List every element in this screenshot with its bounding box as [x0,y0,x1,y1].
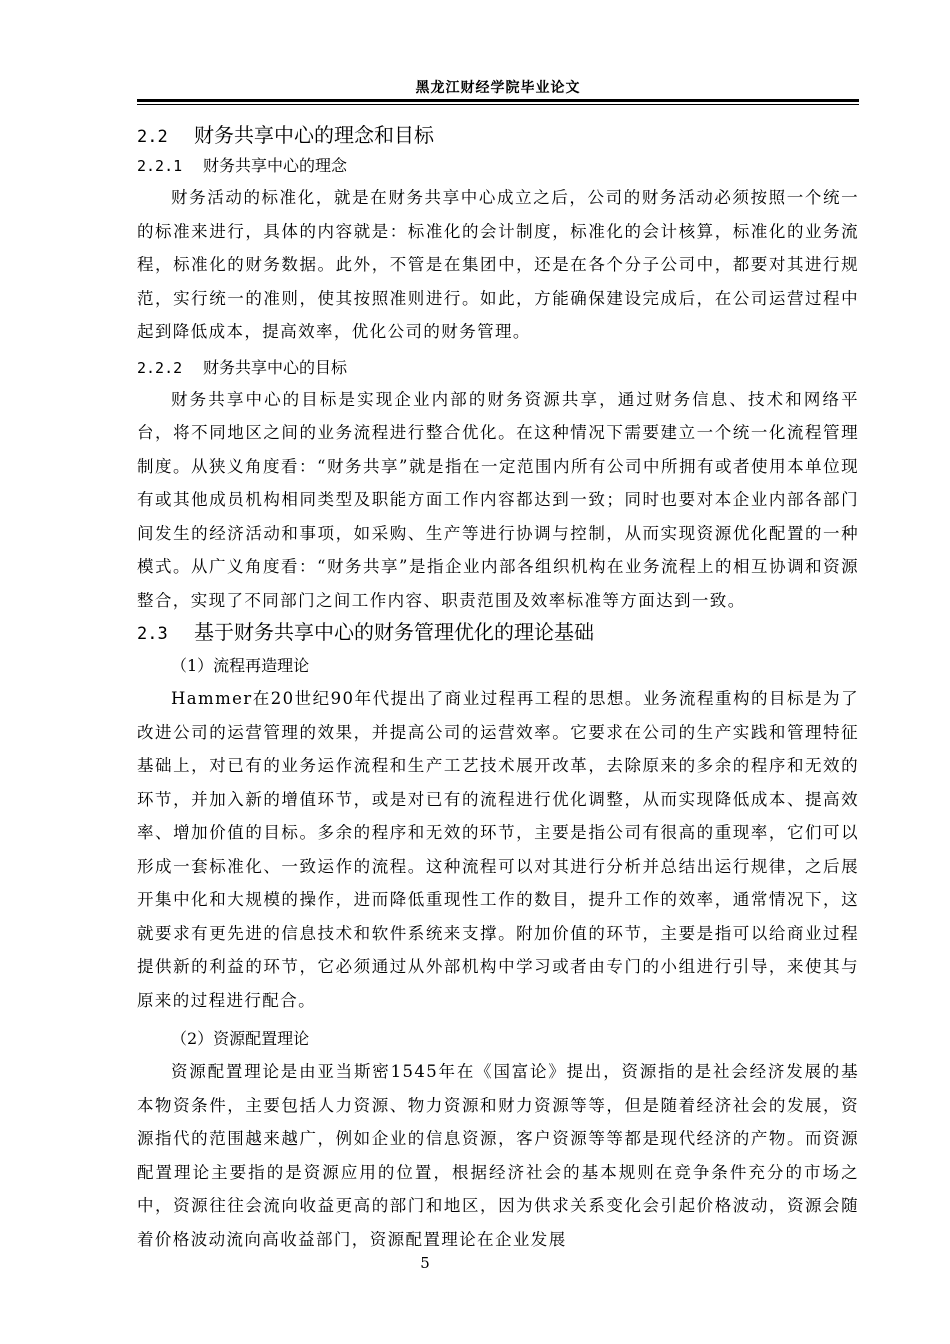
paragraph-2-2-1: 财务活动的标准化，就是在财务共享中心成立之后，公司的财务活动必须按照一个统一的标准来进行，具体的内容就是：标准化的会计制度，标准化的会计核算，标准化的业务流程，标准化的财务数据。此外，不管是在集团中，还是在各个分子公司中，都要对其进行规范，实行统一的准则，使其按照准则进行。如此，方能确保建设完成后，在公司运营过程中起到降低成本，提高效率，优化公司的财务管理。 [137,188,859,341]
section-heading-2-3 [137,617,859,647]
header-rule-thick [137,99,859,102]
subsection-number: 2.2.2 [137,358,183,377]
list-item-label-resource-allocation: （2）资源配置理论 [171,1029,310,1048]
list-item-label-process-reengineering: （1）流程再造理论 [171,656,310,675]
paragraph-2-2-2: 财务共享中心的目标是实现企业内部的财务资源共享，通过财务信息、技术和网络平台，将不同地区之间的业务流程进行整合优化。在这种情况下需要建立一个统一化流程管理制度。从狭义角度看：“财务共享”就是指在一定范围内所有公司中所拥有或者使用本单位现有或其他成员机构相同类型及职能方面工作内容都达到一致；同时也要对本企业内部各部门间发生的经济活动和事项，如采购、生产等进行协调与控制，从而实现资源优化配置的一种模式。从广义角度看：“财务共享”是指企业内部各组织机构在业务流程上的相互协调和资源整合，实现了不同部门之间工作内容、职责范围及效率标准等方面达到一致。 [137,389,859,610]
subsection-heading-2-2-1 [137,153,859,179]
page-body [137,120,859,1256]
running-header-title: 黑龙江财经学院毕业论文 [415,80,581,96]
section-heading-2-2 [137,120,859,150]
subsection-number: 2.2.1 [137,157,183,175]
subsection-title: 财务共享中心的目标 [203,357,348,377]
header-rule-thin [137,104,859,105]
section-title: 财务共享中心的理念和目标 [194,123,434,147]
section-number: 2.2 [137,127,168,147]
subsection-heading-2-2-2 [137,355,859,381]
section-number: 2.3 [137,624,168,644]
page-number: 5 [420,1254,430,1272]
section-title: 基于财务共享中心的财务管理优化的理论基础 [194,620,594,644]
subsection-title: 财务共享中心的理念 [203,156,348,175]
paragraph-process-reengineering: Hammer在20世纪90年代提出了商业过程再工程的思想。业务流程重构的目标是为了改进公司的运营管理的效果，并提高公司的运营效率。它要求在公司的生产实践和管理特征基础上，对已有的业务运作流程和生产工艺技术展开改革，去除原来的多余的程序和无效的环节，并加入新的增值环节，或是对已有的流程进行优化调整，从而实现降低成本、提高效率、增加价值的目标。多余的程序和无效的环节，主要是指公司有很高的重现率，它们可以形成一套标准化、一致运作的流程。这种流程可以对其进行分析并总结出运行规律，之后展开集中化和大规模的操作，进而降低重现性工作的数目，提升工作的效率，通常情况下，这就要求有更先进的信息技术和软件系统来支撑。附加价值的环节，主要是指可以给商业过程提供新的利益的环节，它必须通过从外部机构中学习或者由专门的小组进行引导，来使其与原来的过程进行配合。 [137,689,859,1010]
paragraph-resource-allocation: 资源配置理论是由亚当斯密1545年在《国富论》提出，资源指的是社会经济发展的基本物资条件，主要包括人力资源、物力资源和财力资源等等，但是随着经济社会的发展，资源指代的范围越来越广，例如企业的信息资源，客户资源等等都是现代经济的产物。而资源配置理论主要指的是资源应用的位置，根据经济社会的基本规则在竞争条件充分的市场之中，资源往往会流向收益更高的部门和地区，因为供求关系变化会引起价格波动，资源会随着价格波动流向高收益部门，资源配置理论在企业发展 [137,1062,859,1249]
